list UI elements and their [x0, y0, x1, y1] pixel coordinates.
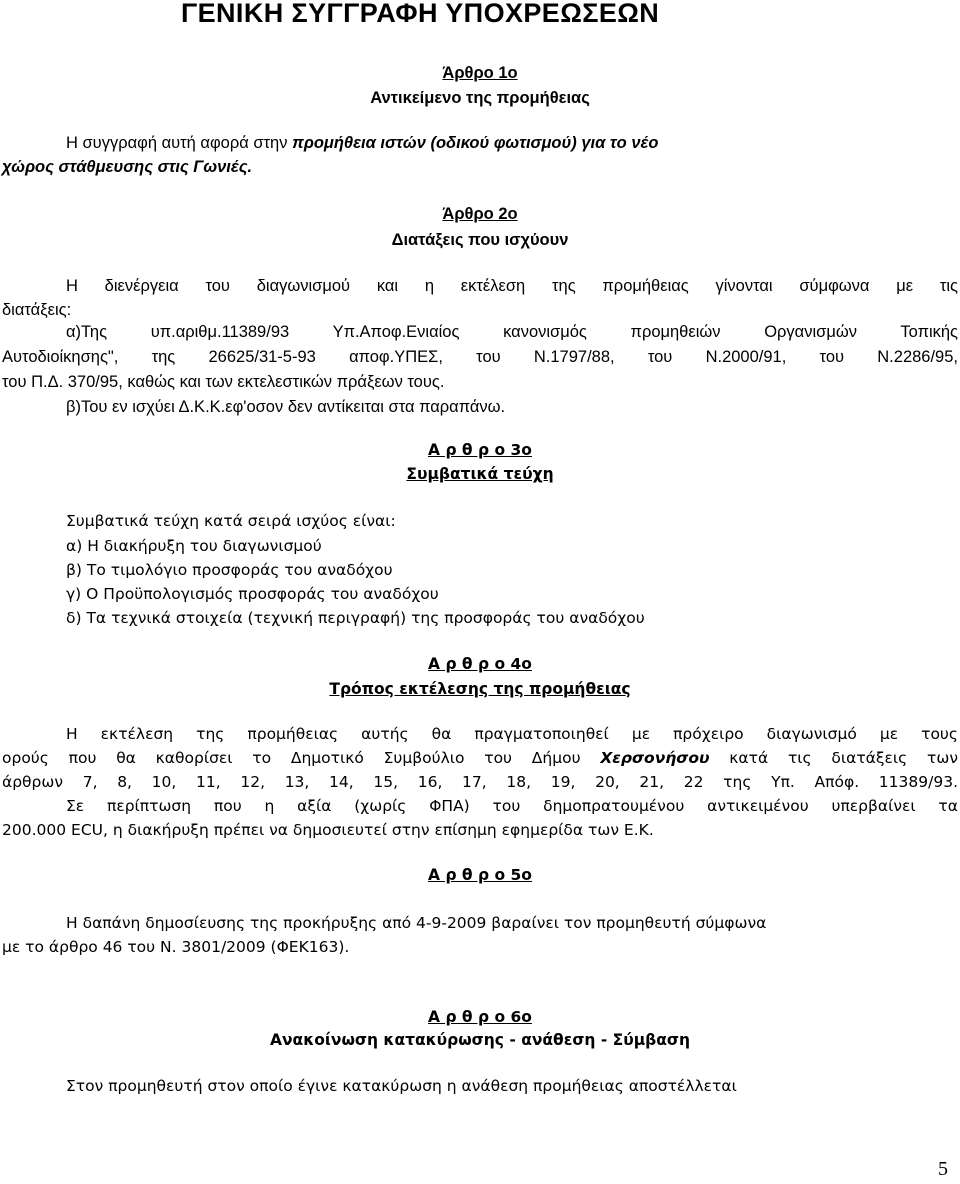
article-2-subtitle: Διατάξεις που ισχύουν: [391, 231, 569, 249]
article-4-line-4: Σε περίπτωση που η αξία (χωρίς ΦΠΑ) του δημοπρατουμένου αντικειμένου υπερβαίνει τα: [66, 797, 958, 815]
document-title: ΓΕΝΙΚΗ ΣΥΓΓΡΑΦΗ ΥΠΟΧΡΕΩΣΕΩΝ: [181, 0, 660, 28]
article-4-line-3: άρθρων 7, 8, 10, 11, 12, 13, 14, 15, 16, 17, 18, 19, 20, 21, 22 της Υπ. Απόφ. 11389/93.: [2, 773, 958, 791]
article-2-heading: Άρθρο 2ο: [442, 205, 518, 223]
article-4-line-2-start: ορούς που θα καθορίσει το Δημοτικό Συμβούλιο του Δήμου: [2, 749, 601, 767]
article-5-line-1: Η δαπάνη δημοσίευσης της προκήρυξης από 4-9-2009 βαραίνει τον προμηθευτή σύμφωνα: [66, 914, 767, 932]
article-4-line-5: 200.000 ECU, η διακήρυξη πρέπει να δημοσιευτεί στην επίσημη εφημερίδα των Ε.Κ.: [2, 821, 654, 839]
article-6-line-1: Στον προμηθευτή στον οποίο έγινε κατακύρωση η ανάθεση προμήθειας αποστέλλεται: [66, 1077, 737, 1095]
article-6-subtitle: Ανακοίνωση κατακύρωσης - ανάθεση - Σύμβαση: [270, 1031, 690, 1049]
article-4-line-1: Η εκτέλεση της προμήθειας αυτής θα πραγματοποιηθεί με πρόχειρο διαγωνισμό με τους: [66, 725, 958, 743]
article-1-text-line-2: χώρος στάθμευσης στις Γωνιές.: [2, 158, 253, 176]
article-2-item-b: β)Του εν ισχύει Δ.Κ.Κ.εφ'οσον δεν αντίκειται στα παραπάνω.: [66, 398, 506, 416]
article-3-list-item: γ) Ο Προϋπολογισμός προσφοράς του αναδόχου: [66, 585, 439, 603]
article-1-text-plain: Η συγγραφή αυτή αφορά στην: [66, 134, 293, 152]
article-2-paragraph-line-1: Η διενέργεια του διαγωνισμού και η εκτέλεση της προμήθειας γίνονται σύμφωνα με τις: [66, 277, 958, 295]
article-3-list-item: α) Η διακήρυξη του διαγωνισμού: [66, 537, 322, 555]
article-3-list-item: δ) Τα τεχνικά στοιχεία (τεχνική περιγραφή) της προσφοράς του αναδόχου: [66, 609, 645, 627]
article-3-heading: Α ρ θ ρ ο 3ο: [428, 441, 532, 459]
article-1-subtitle: Αντικείμενο της προμήθειας: [370, 89, 590, 107]
page-number: 5: [938, 1158, 948, 1180]
article-3-subtitle: Συμβατικά τεύχη: [406, 465, 554, 483]
municipality-name: Χερσονήσου: [600, 749, 710, 767]
article-3-intro: Συμβατικά τεύχη κατά σειρά ισχύος είναι:: [66, 512, 396, 530]
article-4-line-2-end: κατά τις διατάξεις των: [709, 749, 958, 767]
article-2-item-a-line-1: α)Της υπ.αριθμ.11389/93 Υπ.Αποφ.Ενιαίος κανονισμός προμηθειών Οργανισμών Τοπικής: [66, 323, 958, 341]
article-2-item-a-line-2: Αυτοδιοίκησης", της 26625/31-5-93 αποφ.ΥΠΕΣ, του Ν.1797/88, του Ν.2000/91, του Ν.2286/95,: [2, 348, 958, 366]
article-2-item-a-line-3: του Π.Δ. 370/95, καθώς και των εκτελεστικών πράξεων τους.: [2, 373, 445, 391]
article-3-list-item: β) Το τιμολόγιο προσφοράς του αναδόχου: [66, 561, 393, 579]
article-1-heading: Άρθρο 1ο: [442, 64, 518, 82]
article-1-text-line-1: [66, 134, 658, 153]
article-6-heading: Α ρ θ ρ ο 6ο: [428, 1008, 532, 1026]
article-5-heading: Α ρ θ ρ ο 5ο: [428, 866, 532, 884]
article-5-line-2: με το άρθρο 46 του Ν. 3801/2009 (ΦΕΚ163).: [2, 938, 350, 956]
article-4-subtitle: Τρόπος εκτέλεσης της προμήθειας: [329, 680, 631, 698]
article-4-heading: Α ρ θ ρ ο 4ο: [428, 655, 532, 673]
article-1-text-emphasis: προμήθεια ιστών (οδικού φωτισμού) για το νέο: [292, 134, 659, 152]
article-4-line-2: [2, 749, 958, 767]
article-2-paragraph-line-2: διατάξεις:: [2, 301, 72, 319]
